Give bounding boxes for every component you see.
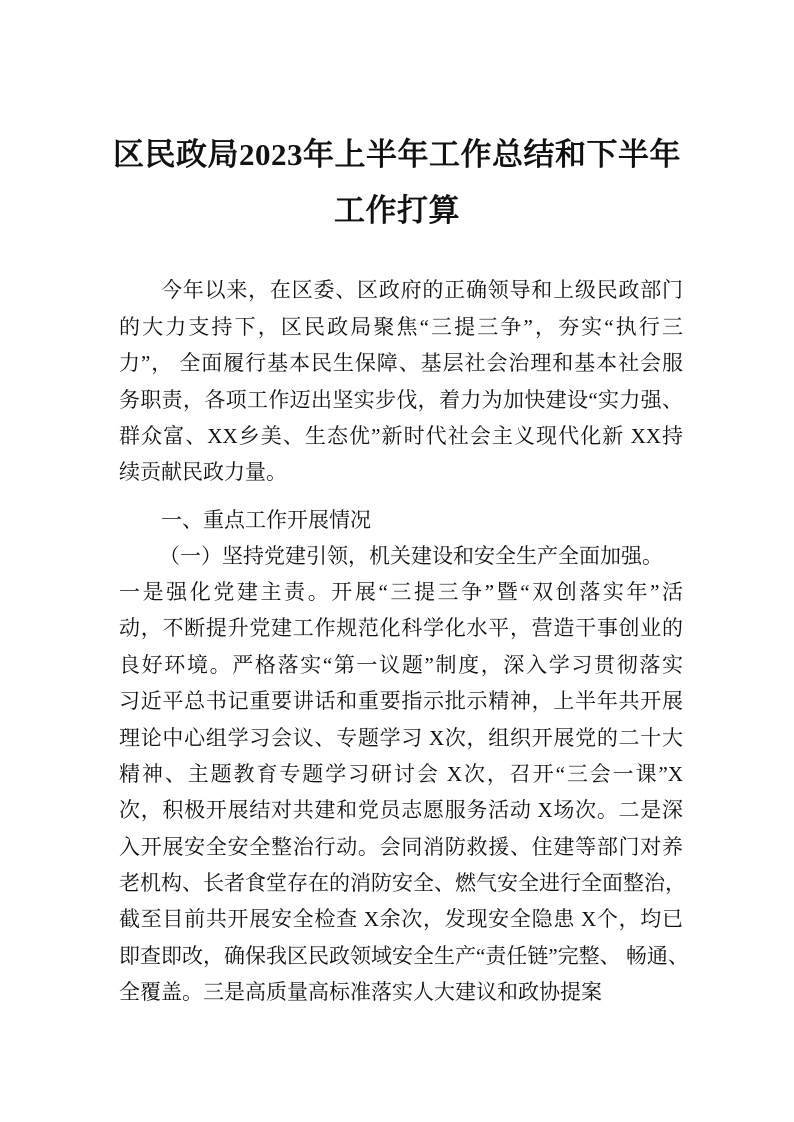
paragraph-line: 力”， 全面履行基本民生保障、基层社会治理和基本社会服 <box>119 351 683 375</box>
paragraph-line: 续贡献民政力量。 <box>119 460 287 484</box>
paragraph-line: 精神、主题教育专题学习研讨会 X次，召开“三会一课”X <box>119 762 683 786</box>
section-heading: 一、重点工作开展情况 <box>161 508 371 532</box>
paragraph-line: 动，不断提升党建工作规范化科学化水平，营造干事创业的 <box>119 616 683 640</box>
paragraph-line: 理论中心组学习会议、专题学习 X次，组织开展党的二十大 <box>119 726 683 750</box>
paragraph-line: 截至目前共开展安全检查 X余次，发现安全隐患 X个，均已 <box>119 907 683 931</box>
document-title-line-1: 区民政局2023年上半年工作总结和下半年 <box>113 137 681 172</box>
paragraph-line: 老机构、长者食堂存在的消防安全、燃气安全进行全面整治， <box>119 871 686 895</box>
paragraph-line: 今年以来，在区委、区政府的正确领导和上级民政部门 <box>161 278 683 302</box>
subsection-heading: （一）坚持党建引领，机关建设和安全生产全面加强。 <box>159 544 663 568</box>
paragraph-line: 即查即改，确保我区民政领域安全生产“责任链”完整、 畅通、 <box>119 944 689 968</box>
paragraph-line: 一是强化党建主责。开展“三提三争”暨“双创落实年”活 <box>119 580 683 604</box>
paragraph-line: 全覆盖。三是高质量高标准落实人大建议和政协提案 <box>119 980 602 1004</box>
paragraph-line: 入开展安全安全整治行动。会同消防救援、住建等部门对养 <box>119 835 683 859</box>
paragraph-line: 群众富、XX乡美、生态优”新时代社会主义现代化新 XX持 <box>119 424 683 448</box>
paragraph-line: 习近平总书记重要讲话和重要指示批示精神，上半年共开展 <box>119 689 683 713</box>
paragraph-line: 的大力支持下，区民政局聚焦“三提三争”，夯实“执行三 <box>119 315 683 339</box>
document-title-line-2: 工作打算 <box>334 193 460 228</box>
paragraph-line: 次，积极开展结对共建和党员志愿服务活动 X场次。二是深 <box>119 798 683 822</box>
paragraph-line: 良好环境。严格落实“第一议题”制度，深入学习贯彻落实 <box>119 653 683 677</box>
paragraph-line: 务职责，各项工作迈出坚实步伐，着力为加快建设“实力强、 <box>119 388 683 412</box>
